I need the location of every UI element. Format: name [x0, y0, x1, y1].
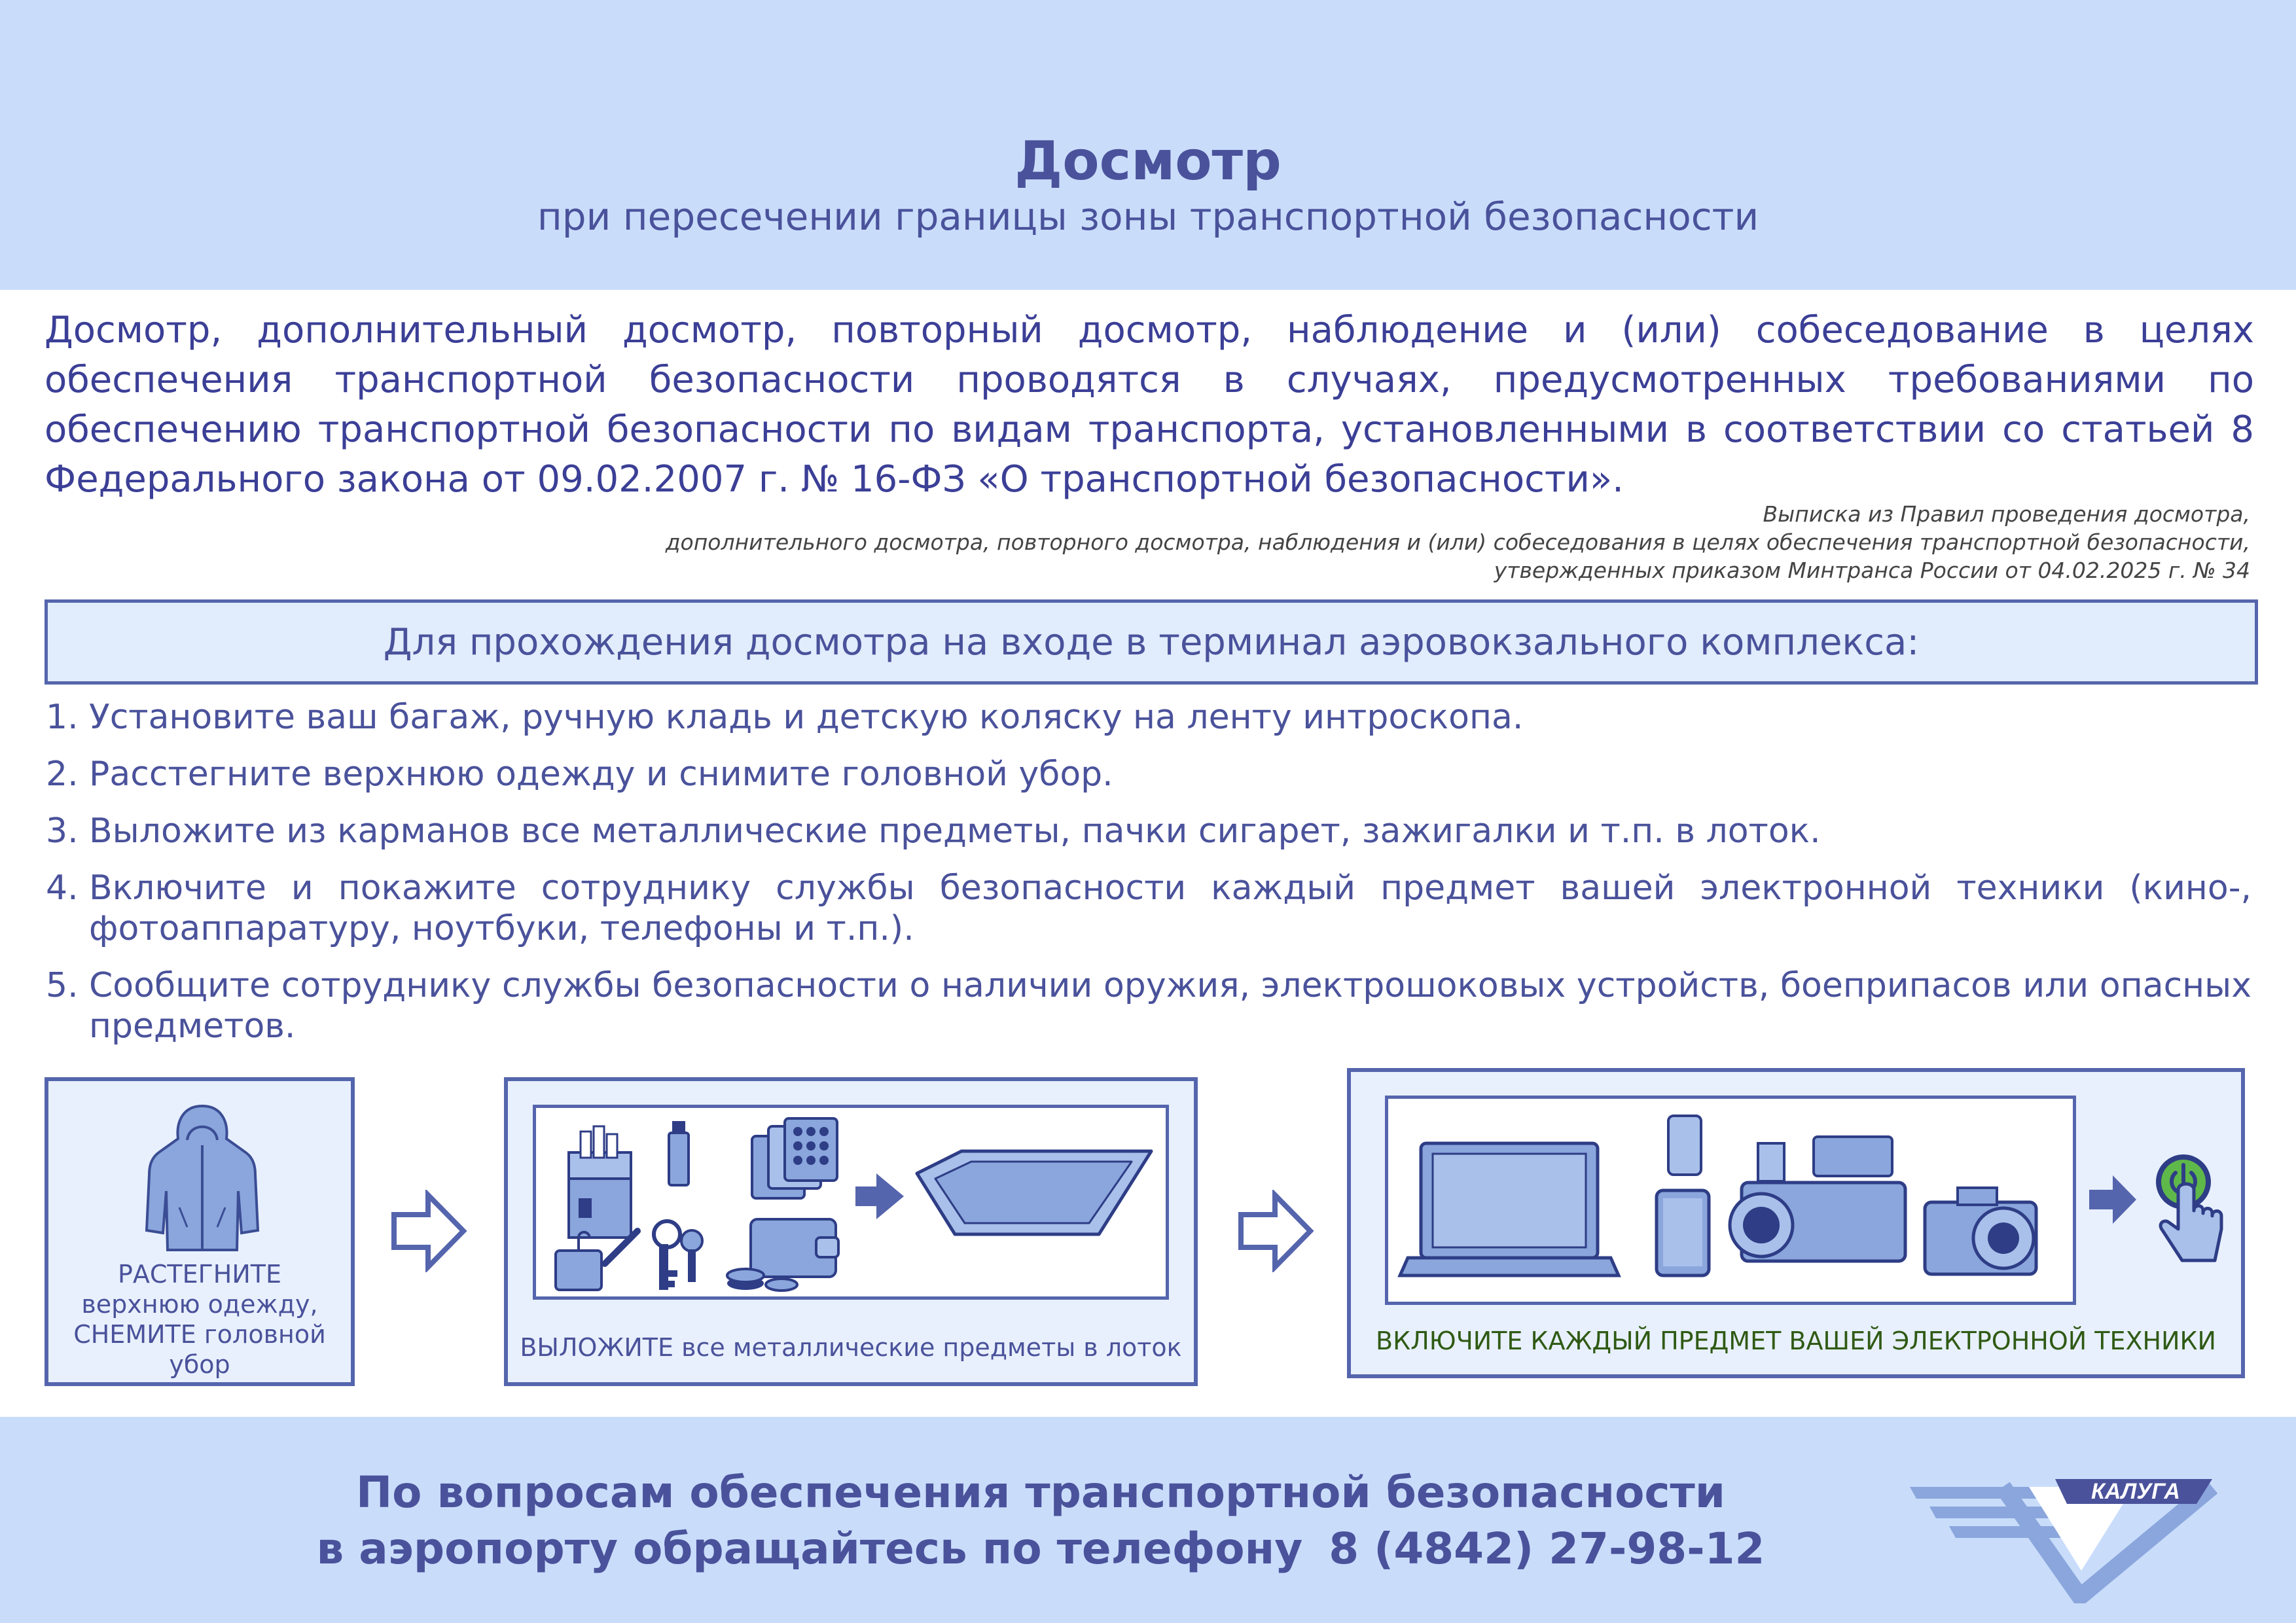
list-item: [46, 811, 2251, 851]
electronics-panel: [1347, 1068, 2245, 1378]
source-line: дополнительного досмотра, повторного досмотра, наблюдения и (или) собеседования в целях обеспечения транспортной безопасности,: [665, 529, 2250, 555]
tray-caption: ВЫЛОЖИТЕ все металлические предметы в лоток: [520, 1333, 1182, 1362]
caption-line: РАСТЕГНИТЕ: [117, 1260, 282, 1289]
phone-number: 8 (4842) 27-98-12: [1329, 1524, 1765, 1574]
caption-line: убор: [169, 1350, 230, 1379]
step-number: 2.: [46, 755, 79, 794]
tablet-icon: [1657, 1190, 1709, 1275]
electronics-caption: ВКЛЮЧИТЕ КАЖДЫЙ ПРЕДМЕТ ВАШЕЙ ЭЛЕКТРОННОЙ ТЕХНИКИ: [1376, 1327, 2216, 1355]
step-text: Включите и покажите сотруднику службы безопасности каждый предмет вашей электронной техники (кино-, фотоаппаратуру, ноутбуки, телефоны и т.п.).: [89, 868, 2251, 948]
tray-panel: [504, 1077, 1198, 1386]
laptop-icon: [1400, 1143, 1619, 1275]
keys-icon: [654, 1221, 702, 1290]
wallet-icon: [751, 1219, 838, 1277]
contact-info: [223, 1465, 1859, 1577]
steps-list: [46, 697, 2251, 1063]
list-item: [46, 965, 2251, 1046]
step-text: Расстегните верхнюю одежду и снимите головной убор.: [89, 755, 1113, 794]
caption-line: СНЕМИТЕ головной: [73, 1320, 326, 1349]
video-camera-icon: [1730, 1137, 1905, 1261]
power-button-icon: [2144, 1150, 2229, 1281]
tray-icon: [917, 1151, 1151, 1234]
caption-line: верхнюю одежду,: [81, 1290, 318, 1319]
list-item: [46, 697, 2251, 738]
electronics-illustration-frame: [1385, 1096, 2076, 1305]
step-text: Сообщите сотруднику службы безопасности о наличии оружия, электрошоковых устройств, боеприпасов или опасных предметов.: [89, 966, 2251, 1046]
source-citation: [418, 500, 2250, 584]
step-number: 1.: [46, 698, 79, 737]
zippo-lighter-icon: [556, 1231, 637, 1290]
metal-items-illustration: [543, 1113, 1164, 1296]
electronics-illustration: [1395, 1104, 2069, 1300]
page-subtitle: при пересечении границы зоны транспортной безопасности: [537, 194, 1759, 239]
list-item: [46, 868, 2251, 949]
phone-icon: [1668, 1116, 1701, 1175]
source-line: утвержденных приказом Минтранса России от 04.02.2025 г. № 34: [1494, 558, 2250, 583]
contact-line-1: По вопросам обеспечения транспортной безопасности: [355, 1467, 1726, 1518]
contact-line-2: [223, 1521, 1859, 1577]
arrow-right-icon: [855, 1173, 904, 1219]
section-heading: Для прохождения досмотра на входе в терминал аэровокзального комплекса:: [383, 620, 1920, 664]
tray-illustration-frame: [533, 1105, 1169, 1300]
logo-text: КАЛУГА: [2091, 1479, 2180, 1504]
section-heading-box: [45, 599, 2258, 685]
arrow-right-icon: [2087, 1170, 2139, 1229]
source-line: Выписка из Правил проведения досмотра,: [1763, 501, 2250, 527]
step-number: 3.: [46, 812, 79, 851]
kaluga-airport-logo: [1905, 1472, 2219, 1603]
step-number: 5.: [46, 966, 79, 1005]
jacket-caption: [48, 1259, 351, 1380]
cigarettes-icon: [569, 1126, 631, 1238]
page-title: Досмотр: [1014, 130, 1282, 192]
intro-paragraph: Досмотр, дополнительный досмотр, повторный досмотр, наблюдение и (или) собеседование в целях обеспечения транспортной безопасности проводятся в случаях, предусмотренных требованиями по обеспечению транспортной безопасности по видам транспорта, установленными в соответствии со статьей 8 Федерального закона от 09.02.2007 г. № 16-ФЗ «О транспортной безопасности».: [45, 309, 2254, 501]
lighter-icon: [669, 1121, 689, 1185]
pills-icon: [752, 1118, 837, 1198]
step-text: Выложите из карманов все металлические предметы, пачки сигарет, зажигалки и т.п. в лоток.: [89, 812, 1821, 851]
photo-camera-icon: [1925, 1188, 2036, 1274]
step-number: 4.: [46, 868, 79, 908]
outline-arrow-right-icon: [390, 1190, 467, 1272]
outline-arrow-right-icon: [1237, 1190, 1314, 1272]
contact-line-2-text: в аэропорту обращайтесь по телефону: [316, 1524, 1303, 1574]
jacket-icon: [140, 1099, 264, 1257]
jacket-panel: [45, 1077, 355, 1386]
list-item: [46, 754, 2251, 794]
step-text: Установите ваш багаж, ручную кладь и детскую коляску на ленту интроскопа.: [89, 698, 1524, 737]
